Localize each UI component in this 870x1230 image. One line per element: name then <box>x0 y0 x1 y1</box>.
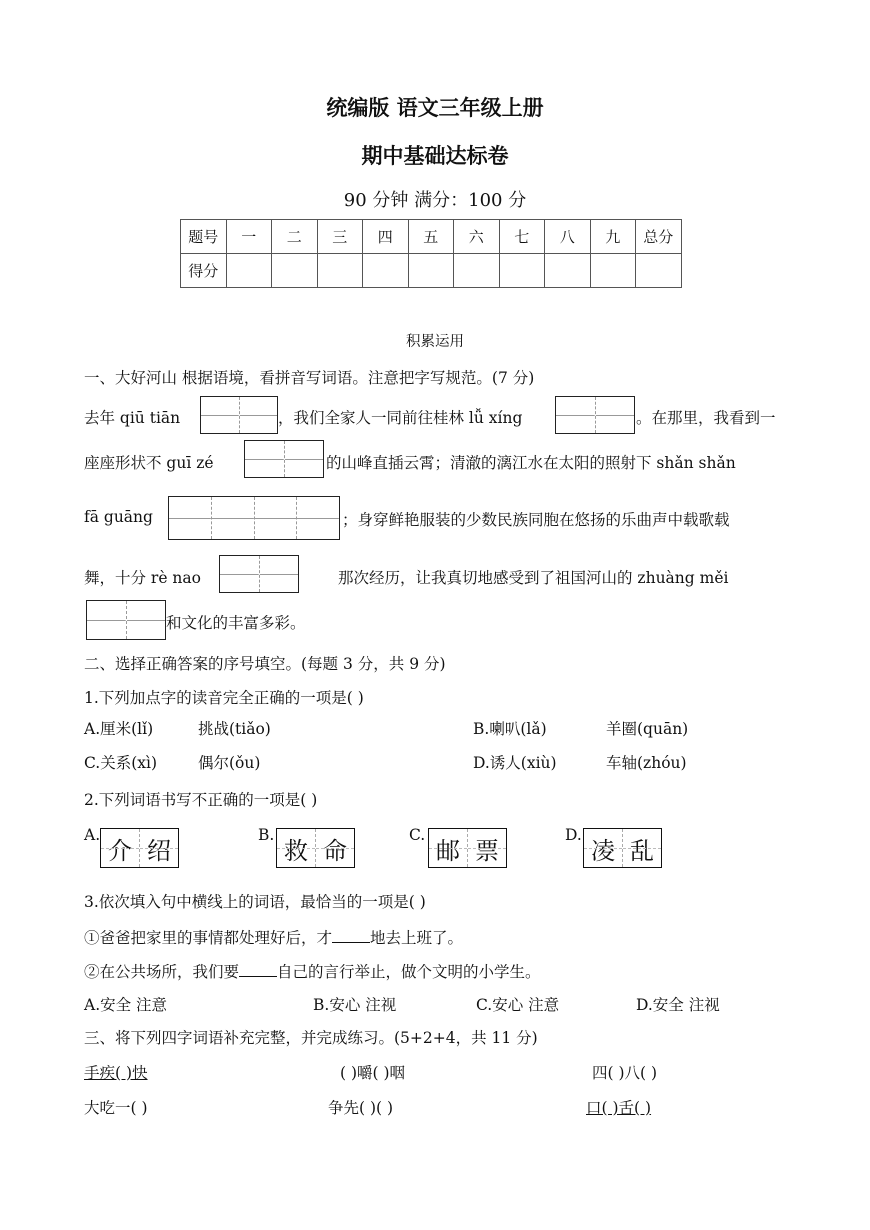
score-cell[interactable] <box>499 254 545 288</box>
score-table <box>180 219 682 288</box>
pinyin-answer-grid[interactable] <box>244 440 324 478</box>
option-b1: B.喇叭(lǎ) <box>473 720 547 738</box>
pinyin-answer-grid[interactable] <box>168 496 340 540</box>
option-a2: 挑战(tiǎo) <box>198 720 271 738</box>
grid-cell[interactable] <box>297 497 339 539</box>
q1-text: 座座形状不 guī zé <box>84 454 214 472</box>
document-subtitle: 期中基础达标卷 <box>361 143 509 168</box>
grid-cell[interactable] <box>260 556 299 592</box>
score-cell[interactable] <box>454 254 500 288</box>
score-cell[interactable] <box>226 254 272 288</box>
q1-text: ；身穿鲜艳服装的少数民族同胞在悠扬的乐曲声中载歌载 <box>342 511 730 529</box>
score-cell[interactable] <box>545 254 591 288</box>
table-cell: 九 <box>590 220 636 254</box>
grid-cell[interactable] <box>285 441 324 477</box>
q1-text: 舞，十分 rè nao <box>84 569 201 587</box>
section-heading: 积累运用 <box>406 334 464 350</box>
idiom-item[interactable]: ( )嚼( )咽 <box>340 1064 406 1082</box>
q3-title: 三、将下列四字词语补充完整，并完成练习。(5+2+4，共 11 分) <box>84 1029 538 1047</box>
document-title: 统编版 语文三年级上册 <box>326 95 544 120</box>
word-char: 乱 <box>623 829 661 867</box>
option-label: D. <box>565 826 582 844</box>
idiom-item[interactable]: 手疾( )快 <box>84 1064 148 1082</box>
word-char: 命 <box>316 829 354 867</box>
table-cell: 三 <box>317 220 363 254</box>
q1-title: 一、大好河山 根据语境，看拼音写词语。注意把字写规范。(7 分) <box>84 369 535 387</box>
score-cell[interactable] <box>272 254 318 288</box>
option-c2: 偶尔(ǒu) <box>198 754 261 772</box>
score-table-score-row <box>181 254 682 288</box>
pinyin-answer-grid[interactable] <box>200 396 278 434</box>
choice-a: A.安全 注意 <box>84 996 168 1014</box>
fill-sentence-2: ②在公共场所，我们要 自己的言行举止，做个文明的小学生。 <box>84 963 541 981</box>
word-char: 邮 <box>429 829 468 867</box>
score-cell[interactable] <box>363 254 409 288</box>
choice-c: C.安心 注意 <box>476 996 560 1014</box>
word-box-c <box>428 828 507 868</box>
score-table-header-row <box>181 220 682 254</box>
q1-text: 那次经历，让我真切地感受到了祖国河山的 zhuàng měi <box>338 569 729 587</box>
grid-cell[interactable] <box>245 441 285 477</box>
grid-cell[interactable] <box>556 397 596 433</box>
q1-text: 和文化的丰富多彩。 <box>166 614 306 632</box>
option-c1: C.关系(xì) <box>84 754 158 772</box>
score-cell[interactable] <box>590 254 636 288</box>
word-char: 绍 <box>140 829 178 867</box>
score-cell[interactable] <box>317 254 363 288</box>
option-label: C. <box>409 826 426 844</box>
word-char: 救 <box>277 829 316 867</box>
score-cell[interactable] <box>636 254 682 288</box>
q2-stem-1: 1.下列加点字的读音完全正确的一项是( ) <box>84 689 364 707</box>
time-info: 90 分钟 满分：100 分 <box>343 190 527 211</box>
pinyin-answer-grid[interactable] <box>219 555 299 593</box>
option-a1: A.厘米(lǐ) <box>84 720 154 738</box>
word-box-d <box>583 828 662 868</box>
grid-cell[interactable] <box>220 556 260 592</box>
option-label: A. <box>84 826 101 844</box>
word-box-b <box>276 828 355 868</box>
score-cell[interactable] <box>408 254 454 288</box>
table-cell: 七 <box>499 220 545 254</box>
choice-b: B.安心 注视 <box>313 996 397 1014</box>
idiom-item[interactable]: 争先( )( ) <box>328 1099 394 1117</box>
idiom-item[interactable]: 四( )八( ) <box>592 1064 658 1082</box>
grid-cell[interactable] <box>127 601 166 639</box>
table-cell: 二 <box>272 220 318 254</box>
option-d2: 车轴(zhóu) <box>606 754 687 772</box>
grid-cell[interactable] <box>201 397 240 433</box>
q1-text: ，我们全家人一同前往桂林 lǚ xíng <box>278 409 523 427</box>
idiom-item[interactable]: 口( )舌( ) <box>586 1099 652 1117</box>
table-cell: 总分 <box>636 220 682 254</box>
option-b2: 羊圈(quān) <box>606 720 689 738</box>
option-d1: D.诱人(xiù) <box>473 754 557 772</box>
grid-cell[interactable] <box>596 397 635 433</box>
table-cell: 一 <box>226 220 272 254</box>
grid-cell[interactable] <box>240 397 278 433</box>
q1-text: fā guāng <box>84 508 153 526</box>
answer-blank[interactable] <box>239 962 277 977</box>
q2-stem-3: 3.依次填入句中横线上的词语，最恰当的一项是( ) <box>84 893 426 911</box>
word-char: 凌 <box>584 829 623 867</box>
q1-text: 去年 qiū tiān <box>84 409 181 427</box>
q1-text: 的山峰直插云霄；清澈的漓江水在太阳的照射下 shǎn shǎn <box>326 454 736 472</box>
table-cell: 八 <box>545 220 591 254</box>
q1-text: 。在那里，我看到一 <box>636 409 776 427</box>
word-box-a <box>100 828 179 868</box>
table-cell: 五 <box>408 220 454 254</box>
grid-cell[interactable] <box>169 497 212 539</box>
idiom-item[interactable]: 大吃一( ) <box>84 1099 148 1117</box>
pinyin-answer-grid[interactable] <box>555 396 635 434</box>
answer-blank[interactable] <box>332 928 370 943</box>
grid-cell[interactable] <box>255 497 298 539</box>
option-label: B. <box>258 826 275 844</box>
table-cell: 六 <box>454 220 500 254</box>
grid-cell[interactable] <box>212 497 255 539</box>
word-char: 介 <box>101 829 140 867</box>
table-cell: 得分 <box>181 254 227 288</box>
grid-cell[interactable] <box>87 601 127 639</box>
choice-d: D.安全 注视 <box>636 996 720 1014</box>
table-cell: 四 <box>363 220 409 254</box>
q2-stem-2: 2.下列词语书写不正确的一项是( ) <box>84 791 318 809</box>
table-cell: 题号 <box>181 220 227 254</box>
pinyin-answer-grid[interactable] <box>86 600 166 640</box>
word-char: 票 <box>468 829 506 867</box>
q2-title: 二、选择正确答案的序号填空。(每题 3 分，共 9 分) <box>84 655 446 673</box>
fill-sentence-1: ①爸爸把家里的事情都处理好后，才 地去上班了。 <box>84 929 464 947</box>
